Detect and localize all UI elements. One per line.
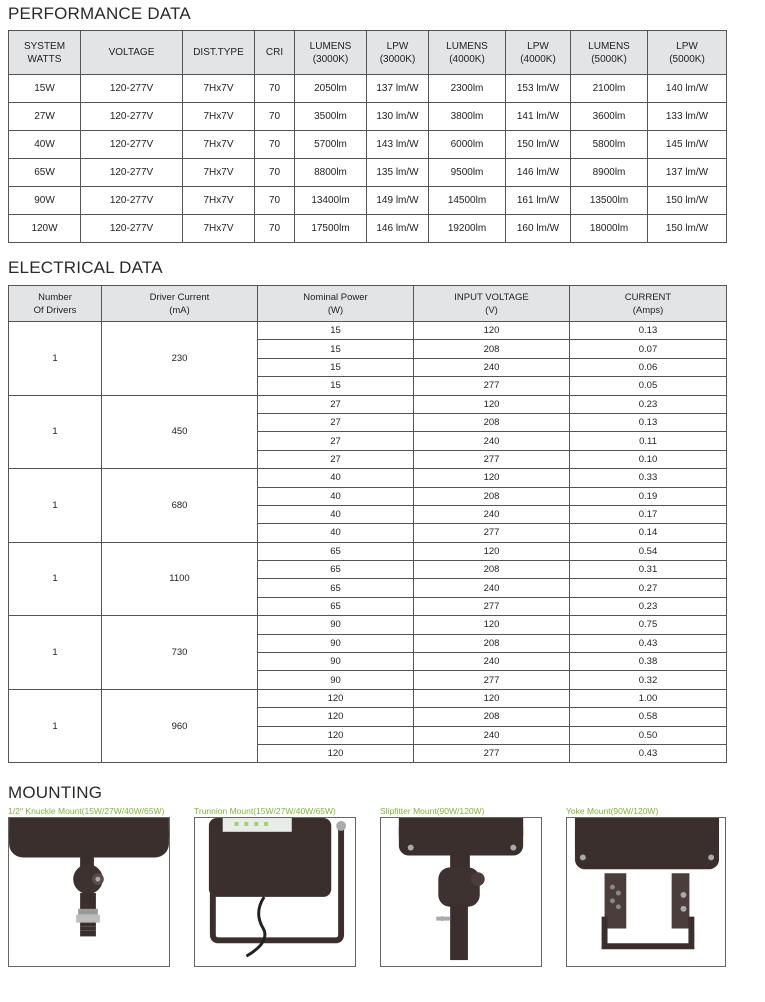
table-cell: 70 (255, 103, 295, 131)
table-cell: 208 (414, 487, 570, 505)
drivers-cell: 1 (9, 395, 102, 469)
table-cell: 160 lm/W (506, 215, 571, 243)
table-cell: 240 (414, 726, 570, 744)
table-cell: 150 lm/W (648, 215, 727, 243)
table-cell: 133 lm/W (648, 103, 727, 131)
table-cell: 0.33 (570, 469, 727, 487)
table-cell: 208 (414, 561, 570, 579)
table-cell: 15W (9, 75, 81, 103)
table-cell: 15 (258, 358, 414, 376)
header-line: Number (38, 291, 72, 303)
table-cell: 240 (414, 579, 570, 597)
electrical-header-cell (258, 286, 414, 322)
header-line: (Amps) (632, 304, 664, 316)
table-cell: 120-277V (81, 159, 183, 187)
table-cell: 8800lm (295, 159, 367, 187)
table-cell: 65 (258, 597, 414, 615)
table-cell: 7Hx7V (183, 103, 255, 131)
table-cell: 208 (414, 413, 570, 431)
performance-table-body (9, 75, 727, 243)
header-line: LUMENS (309, 40, 352, 52)
table-cell: 7Hx7V (183, 131, 255, 159)
table-cell: 2300lm (429, 75, 506, 103)
knuckle-mount-caption: 1/2'' Knuckle Mount(15W/27W/40W/65W) (8, 806, 165, 816)
table-cell: 120-277V (81, 131, 183, 159)
table-cell: 120-277V (81, 75, 183, 103)
table-cell: 149 lm/W (367, 187, 429, 215)
electrical-header-cell (9, 286, 102, 322)
table-cell: 0.23 (570, 395, 727, 413)
driver-current-cell: 960 (102, 689, 258, 763)
drivers-cell: 1 (9, 542, 102, 616)
table-cell: 146 lm/W (367, 215, 429, 243)
table-cell: 70 (255, 215, 295, 243)
table-cell: 18000lm (571, 215, 648, 243)
table-cell: 3500lm (295, 103, 367, 131)
table-cell: 240 (414, 653, 570, 671)
trunnion-mount-image (194, 817, 356, 967)
table-cell: 0.17 (570, 505, 727, 523)
performance-header-cell (9, 31, 81, 75)
table-cell: 277 (414, 671, 570, 689)
electrical-header-cell (570, 286, 727, 322)
drivers-cell: 1 (9, 469, 102, 543)
drivers-cell: 1 (9, 689, 102, 763)
table-cell: 140 lm/W (648, 75, 727, 103)
table-cell: 14500lm (429, 187, 506, 215)
table-cell: 40 (258, 469, 414, 487)
header-line: LPW (676, 40, 698, 52)
table-cell: 27W (9, 103, 81, 131)
header-line: Nominal Power (303, 291, 368, 303)
header-line: (3000K) (312, 53, 349, 65)
driver-current-cell: 730 (102, 616, 258, 690)
electrical-data-title: ELECTRICAL DATA (8, 258, 163, 277)
table-row (9, 131, 727, 159)
performance-header-cell (81, 31, 183, 75)
table-cell: 7Hx7V (183, 187, 255, 215)
table-cell: 161 lm/W (506, 187, 571, 215)
header-line: (mA) (169, 304, 190, 316)
table-cell: 40 (258, 524, 414, 542)
performance-header-cell (506, 31, 571, 75)
table-cell: 240 (414, 358, 570, 376)
electrical-header-row (9, 286, 727, 322)
header-line: WATTS (27, 53, 62, 65)
performance-data-title: PERFORMANCE DATA (8, 4, 191, 23)
header-line: (4000K) (449, 53, 485, 65)
table-row (9, 689, 727, 707)
table-cell: 90 (258, 653, 414, 671)
table-cell: 7Hx7V (183, 159, 255, 187)
table-cell: 137 lm/W (648, 159, 727, 187)
table-cell: 0.27 (570, 579, 727, 597)
table-cell: 120 (258, 744, 414, 762)
table-row (9, 187, 727, 215)
table-cell: 17500lm (295, 215, 367, 243)
table-cell: 5700lm (295, 131, 367, 159)
table-cell: 27 (258, 413, 414, 431)
table-cell: 70 (255, 131, 295, 159)
table-cell: 0.11 (570, 432, 727, 450)
table-row (9, 159, 727, 187)
table-cell: 145 lm/W (648, 131, 727, 159)
header-line: (5000K) (669, 53, 705, 65)
header-line: VOLTAGE (108, 47, 155, 58)
table-cell: 0.13 (570, 322, 727, 340)
table-cell: 130 lm/W (367, 103, 429, 131)
table-cell: 120 (258, 708, 414, 726)
driver-current-cell: 450 (102, 395, 258, 469)
table-cell: 0.75 (570, 616, 727, 634)
table-cell: 5800lm (571, 131, 648, 159)
table-cell: 65 (258, 579, 414, 597)
header-line: Driver Current (149, 291, 210, 303)
electrical-table (8, 285, 727, 763)
table-cell: 0.23 (570, 597, 727, 615)
table-cell: 90 (258, 616, 414, 634)
table-cell: 277 (414, 744, 570, 762)
header-line: DIST.TYPE (193, 47, 244, 58)
table-cell: 153 lm/W (506, 75, 571, 103)
mounting-title: MOUNTING (8, 783, 103, 802)
table-row (9, 103, 727, 131)
table-cell: 7Hx7V (183, 215, 255, 243)
table-cell: 15 (258, 340, 414, 358)
performance-header-cell (429, 31, 506, 75)
table-cell: 141 lm/W (506, 103, 571, 131)
table-cell: 240 (414, 505, 570, 523)
header-line: INPUT VOLTAGE (454, 291, 529, 303)
electrical-header-cell (102, 286, 258, 322)
performance-header-row (9, 31, 727, 75)
table-row (9, 469, 727, 487)
performance-header-cell (648, 31, 727, 75)
table-cell: 120 (414, 542, 570, 560)
table-cell: 120 (414, 689, 570, 707)
driver-current-cell: 1100 (102, 542, 258, 616)
table-cell: 0.31 (570, 561, 727, 579)
driver-current-cell: 230 (102, 322, 258, 396)
table-cell: 40W (9, 131, 81, 159)
table-cell: 6000lm (429, 131, 506, 159)
electrical-header-cell (414, 286, 570, 322)
header-line: (4000K) (520, 53, 556, 65)
driver-current-cell: 680 (102, 469, 258, 543)
table-cell: 150 lm/W (648, 187, 727, 215)
header-line: Of Drivers (33, 304, 77, 316)
header-line: LPW (527, 40, 549, 52)
header-line: (V) (485, 304, 498, 316)
header-line: LUMENS (446, 40, 488, 52)
table-cell: 9500lm (429, 159, 506, 187)
table-cell: 65 (258, 561, 414, 579)
header-line: CRI (265, 47, 284, 58)
table-cell: 90 (258, 634, 414, 652)
header-line: SYSTEM (23, 40, 66, 52)
table-cell: 27 (258, 450, 414, 468)
drivers-cell: 1 (9, 322, 102, 396)
table-cell: 13400lm (295, 187, 367, 215)
table-row (9, 542, 727, 560)
table-cell: 120-277V (81, 103, 183, 131)
table-cell: 146 lm/W (506, 159, 571, 187)
table-cell: 0.19 (570, 487, 727, 505)
performance-table (8, 30, 727, 243)
table-cell: 120 (414, 322, 570, 340)
electrical-table-body (9, 322, 727, 763)
performance-header-cell (255, 31, 295, 75)
table-cell: 277 (414, 450, 570, 468)
drivers-cell: 1 (9, 616, 102, 690)
performance-header-cell (367, 31, 429, 75)
table-cell: 13500lm (571, 187, 648, 215)
table-cell: 70 (255, 187, 295, 215)
table-cell: 27 (258, 395, 414, 413)
table-cell: 8900lm (571, 159, 648, 187)
table-cell: 0.07 (570, 340, 727, 358)
table-cell: 0.10 (570, 450, 727, 468)
performance-header-cell (183, 31, 255, 75)
table-cell: 0.58 (570, 708, 727, 726)
table-cell: 65W (9, 159, 81, 187)
yoke-mount-caption: Yoke Mount(90W/120W) (566, 806, 659, 816)
table-cell: 120-277V (81, 187, 183, 215)
table-cell: 120W (9, 215, 81, 243)
header-line: LUMENS (588, 40, 630, 52)
table-row (9, 395, 727, 413)
table-cell: 150 lm/W (506, 131, 571, 159)
table-row (9, 75, 727, 103)
table-cell: 70 (255, 159, 295, 187)
table-cell: 0.54 (570, 542, 727, 560)
trunnion-mount-caption: Trunnion Mount(15W/27W/40W/65W) (194, 806, 336, 816)
table-cell: 277 (414, 597, 570, 615)
table-cell: 0.43 (570, 744, 727, 762)
slipfitter-mount-image (380, 817, 542, 967)
header-line: (5000K) (591, 53, 627, 65)
table-cell: 0.43 (570, 634, 727, 652)
yoke-mount-image (566, 817, 726, 967)
table-cell: 19200lm (429, 215, 506, 243)
table-cell: 40 (258, 505, 414, 523)
table-cell: 0.06 (570, 358, 727, 376)
table-cell: 2100lm (571, 75, 648, 103)
table-cell: 0.05 (570, 377, 727, 395)
table-cell: 120 (414, 616, 570, 634)
header-line: (3000K) (379, 53, 416, 65)
table-row (9, 616, 727, 634)
table-cell: 277 (414, 524, 570, 542)
table-cell: 0.50 (570, 726, 727, 744)
table-cell: 120 (258, 689, 414, 707)
performance-header-cell (295, 31, 367, 75)
table-cell: 120-277V (81, 215, 183, 243)
table-cell: 1.00 (570, 689, 727, 707)
table-cell: 3800lm (429, 103, 506, 131)
table-cell: 0.32 (570, 671, 727, 689)
table-cell: 120 (258, 726, 414, 744)
table-cell: 90 (258, 671, 414, 689)
performance-header-cell (571, 31, 648, 75)
table-cell: 3600lm (571, 103, 648, 131)
table-cell: 2050lm (295, 75, 367, 103)
table-cell: 90W (9, 187, 81, 215)
table-cell: 0.38 (570, 653, 727, 671)
table-cell: 137 lm/W (367, 75, 429, 103)
table-row (9, 215, 727, 243)
table-cell: 40 (258, 487, 414, 505)
table-row (9, 322, 727, 340)
header-line: (W) (327, 304, 344, 316)
header-line: CURRENT (624, 291, 672, 303)
table-cell: 208 (414, 634, 570, 652)
table-cell: 208 (414, 340, 570, 358)
table-cell: 277 (414, 377, 570, 395)
table-cell: 0.13 (570, 413, 727, 431)
header-line: LPW (386, 40, 409, 52)
table-cell: 0.14 (570, 524, 727, 542)
table-cell: 15 (258, 377, 414, 395)
table-cell: 120 (414, 469, 570, 487)
table-cell: 120 (414, 395, 570, 413)
table-cell: 65 (258, 542, 414, 560)
table-cell: 7Hx7V (183, 75, 255, 103)
table-cell: 15 (258, 322, 414, 340)
table-cell: 208 (414, 708, 570, 726)
table-cell: 143 lm/W (367, 131, 429, 159)
table-cell: 70 (255, 75, 295, 103)
slipfitter-mount-caption: Slipfitter Mount(90W/120W) (380, 806, 485, 816)
table-cell: 135 lm/W (367, 159, 429, 187)
table-cell: 240 (414, 432, 570, 450)
table-cell: 27 (258, 432, 414, 450)
knuckle-mount-image (8, 817, 170, 967)
